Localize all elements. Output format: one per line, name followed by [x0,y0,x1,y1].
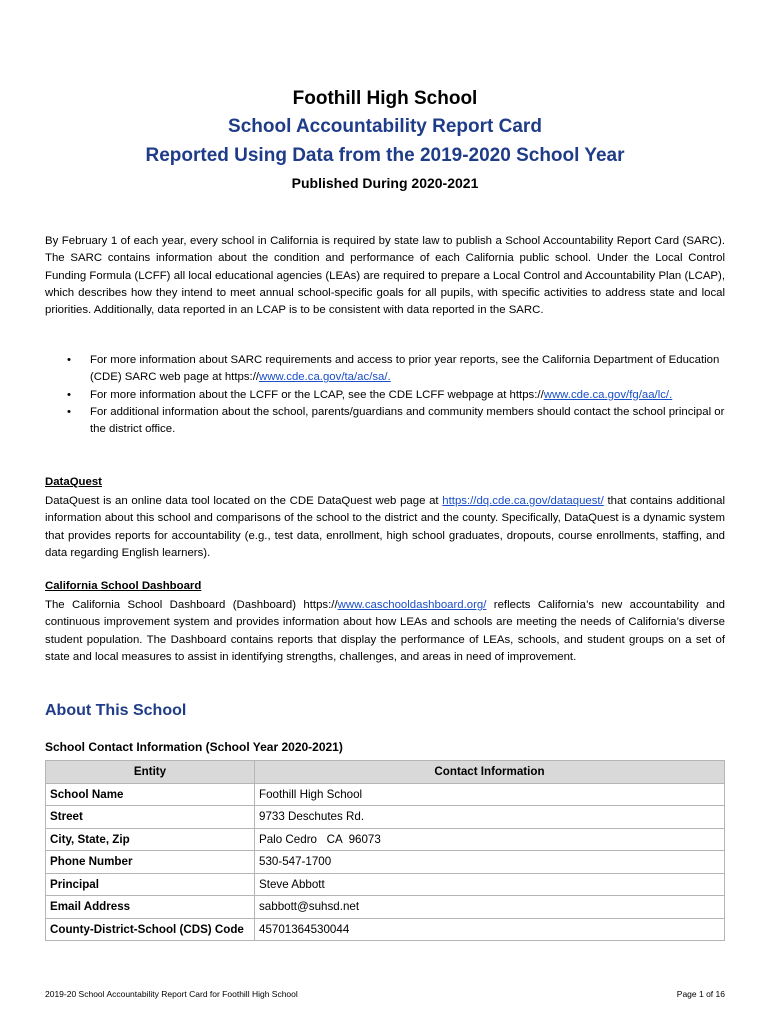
table-row [46,918,725,941]
column-header-contact: Contact Information [255,761,725,784]
dashboard-text: The California School Dashboard (Dashboard) https:// [45,599,338,611]
row-value: sabbott@suhsd.net [255,896,725,919]
row-label: Street [46,806,255,829]
table-row [46,851,725,874]
bullet-sarc [45,352,725,387]
table-row [46,896,725,919]
reporting-year-title: Reported Using Data from the 2019-2020 School Year [145,145,625,166]
row-label: Phone Number [46,851,255,874]
column-header-entity: Entity [46,761,255,784]
info-bullet-list [45,352,725,438]
contact-info-table [45,760,725,941]
dataquest-text-after: that contains additional information about this school and comparisons of the school to the district and the county. Specifically, DataQuest is a dynamic system that provides reports for accountability (e.g., test data, enrollment, high school graduates, dropouts, course enrollments, staffing, and data regarding English learners). [45,495,725,559]
row-value: Palo Cedro CA 96073 [255,828,725,851]
bullet-lcff [45,387,725,404]
sarc-webpage-link[interactable]: www.cde.ca.gov/ta/ac/sa/. [259,371,391,384]
dashboard-heading: California School Dashboard [45,580,202,592]
table-header-row [46,761,725,784]
table-row [46,806,725,829]
table-row [46,873,725,896]
bullet-icon: • [67,388,71,401]
footer-document-title: 2019-20 School Accountability Report Card for Foothill High School [45,989,298,999]
bullet-icon: • [67,405,71,418]
bullet-text: For more information about the LCFF or the LCAP, see the CDE LCFF webpage at https:// [90,388,544,401]
school-name-heading: Foothill High School [292,88,478,109]
dataquest-link[interactable]: https://dq.cde.ca.gov/dataquest/ [442,495,604,507]
intro-paragraph: By February 1 of each year, every school in California is required by state law to publish a School Accountability Report Card (SARC). The SARC contains information about the condition and performance of each California public school. Under the Local Control Funding Formula (LCFF) all local educational agencies (LEAs) are required to prepare a Local Control and Accountability Plan (LCAP), which describes how they intend to meet annual school-specific goals for all pupils, with specific activities to address state and local priorities. Additionally, data reported in an LCAP is to be consistent with data reported in the SARC. [45,235,725,317]
row-label: Email Address [46,896,255,919]
row-label: School Name [46,783,255,806]
footer-page-number: Page 1 of 16 [676,989,725,999]
dataquest-heading: DataQuest [45,476,102,488]
sarc-title: School Accountability Report Card [228,116,542,137]
table-row [46,783,725,806]
published-line: Published During 2020-2021 [291,175,479,191]
bullet-icon: • [67,354,71,366]
row-value: 45701364530044 [255,918,725,941]
row-value: Steve Abbott [255,873,725,896]
row-label: County-District-School (CDS) Code [46,918,255,941]
row-value: 9733 Deschutes Rd. [255,806,725,829]
contact-table-title: School Contact Information (School Year 2020-2021) [45,740,343,754]
table-row [46,828,725,851]
bullet-text: For additional information about the school, parents/guardians and community members should contact the school principal or the district office. [90,405,725,436]
row-value: 530-547-1700 [255,851,725,874]
dashboard-link[interactable]: www.caschooldashboard.org/ [337,599,487,611]
about-school-heading: About This School [45,702,187,719]
dataquest-paragraph [45,493,725,562]
dashboard-paragraph [45,597,725,666]
bullet-contact [45,404,725,439]
bullet-text: For more information about SARC requirements and access to prior year reports, see the California Department of Education (CDE) SARC web page at https:// [90,354,720,384]
lcff-webpage-link[interactable]: www.cde.ca.gov/fg/aa/lc/. [543,388,673,401]
row-label: Principal [46,873,255,896]
row-label: City, State, Zip [46,828,255,851]
row-value: Foothill High School [255,783,725,806]
dataquest-text: DataQuest is an online data tool located on the CDE DataQuest web page at [45,495,443,507]
dashboard-text-after: reflects California’s new accountability and continuous improvement system and provides information about how LEAs and schools are meeting the needs of California’s diverse student population. The Dashboard contains reports that display the performance of LEAs, schools, and student groups on a set of state and local measures to assist in identifying strengths, challenges, and areas in need of improvement. [45,599,726,663]
